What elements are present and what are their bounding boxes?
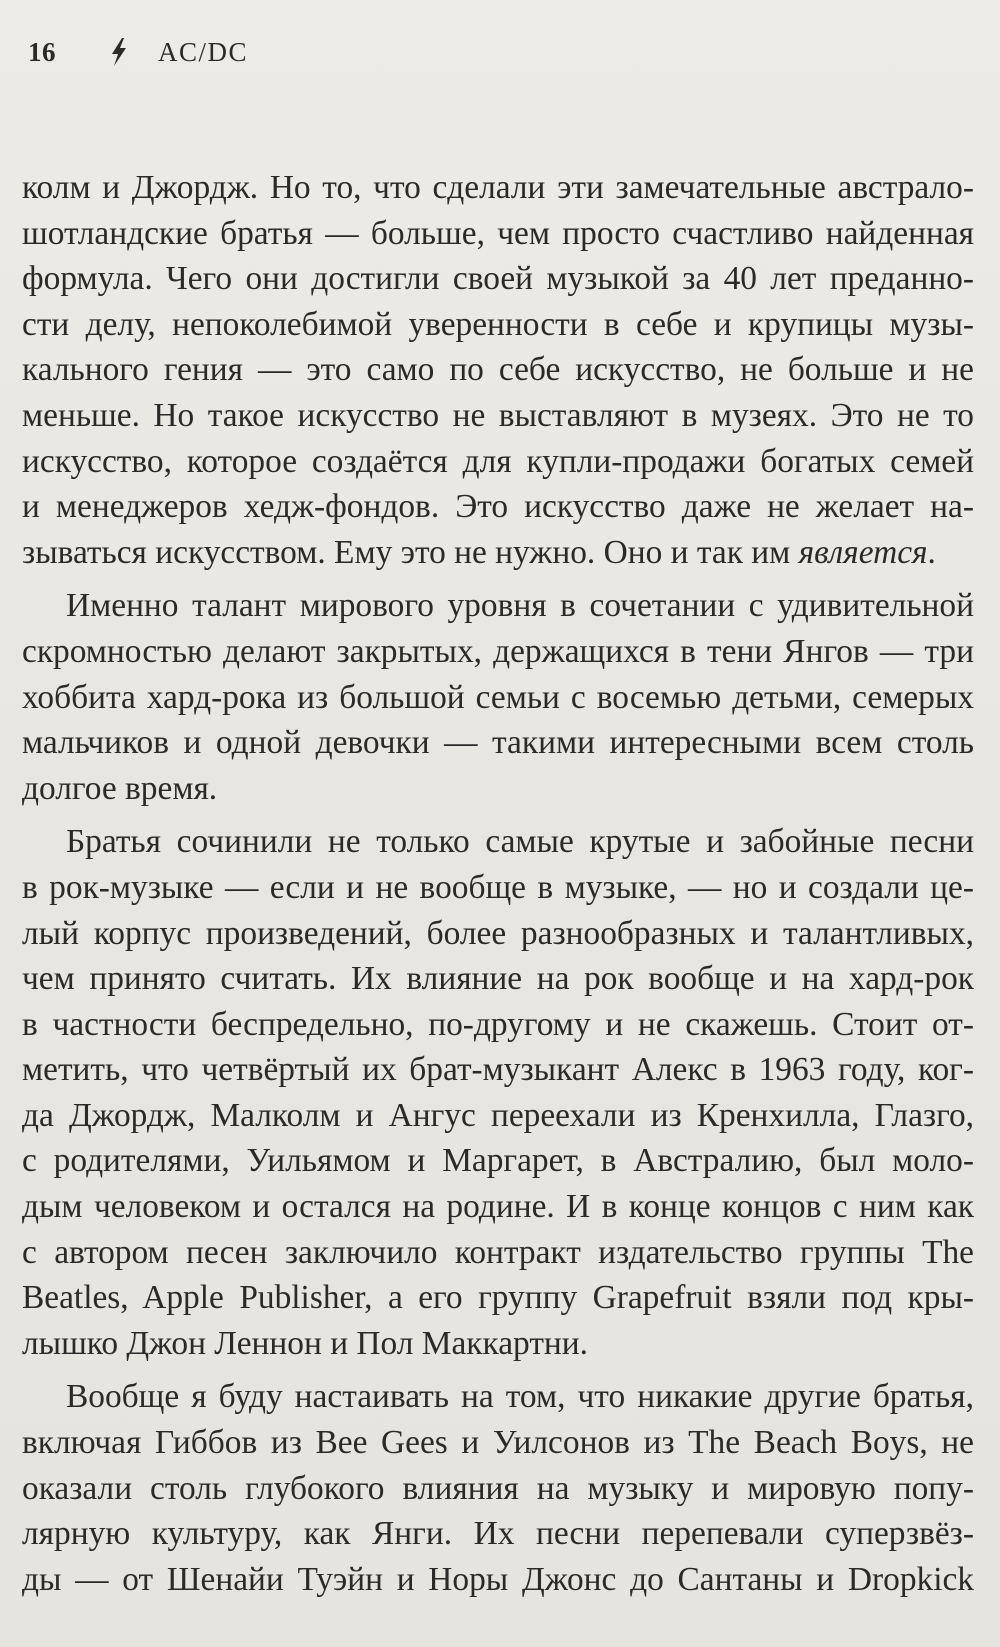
text-line: метить, что четвёртый их брат-музыкант Алекс в 1963 году, ког- [22,1051,974,1089]
text-line: лярную культуру, как Янги. Их песни перепевали суперзвёз- [22,1515,974,1553]
text-line: долгое время. [22,769,218,807]
text-segment: . [927,533,936,571]
lightning-bolt-icon [108,37,130,67]
text-line: чем принято считать. Их влияние на рок вообще и на хард-рок [22,960,974,998]
text-line: лышко Джон Леннон и Пол Маккартни. [22,1324,588,1362]
running-head [28,30,974,74]
text-line: с родителями, Уильямом и Маргарет, в Австралию, был моло- [22,1142,974,1180]
text-line: да Джордж, Малколм и Ангус переехали из Кренхилла, Глазго, [22,1096,974,1134]
text-line: формула. Чего они достигли своей музыкой за 40 лет преданно- [22,260,974,298]
text-line: Братья сочинили не только самые крутые и забойные песни [66,823,974,861]
text-line: меньше. Но такое искусство не выставляют в музеях. Это не то [22,396,974,434]
text-line: шотландские братья — больше, чем просто счастливо найденная [22,214,974,252]
body-text [22,165,974,1602]
text-line: Вообще я буду настаивать на том, что никакие другие братья, [66,1378,974,1416]
text-line: кального гения — это само по себе искусство, не больше и не [22,351,974,389]
paragraph-4 [22,1374,974,1602]
text-line: в частности беспредельно, по-другому и не скажешь. Стоит от- [22,1005,974,1043]
text-line: искусство, которое создаётся для купли-продажи богатых семей [22,442,974,480]
text-line [22,530,974,576]
text-line: сти делу, непоколебимой уверенности в себе и крупицы музы- [22,305,974,343]
text-line: в рок-музыке — если и не вообще в музыке, — но и создали це- [22,868,974,906]
text-line: колм и Джордж. Но то, что сделали эти замечательные австрало- [22,169,974,206]
book-title: AC/DC [158,36,249,67]
paragraph-3 [22,819,974,1366]
paragraph-1 [22,165,974,575]
text-line: с автором песен заключило контракт издательство группы The [22,1233,974,1271]
paragraph-2 [22,583,974,811]
text-line: скромностью делают закрытых, держащихся в тени Янгов — три [22,632,974,670]
text-line: включая Гиббов из Bee Gees и Уилсонов из The Beach Boys, не [22,1424,974,1462]
text-line: оказали столь глубокого влияния на музыку и мировую попу- [22,1469,974,1507]
page-number: 16 [28,36,56,67]
text-line: ды — от Шенайи Туэйн и Норы Джонс до Сантаны и Dropkick [22,1560,974,1598]
text-segment: зываться искусством. Ему это не нужно. Оно и так им [22,533,799,571]
text-line: хоббита хард-рока из большой семьи с восемью детьми, семерых [22,678,974,716]
text-line: дым человеком и остался на родине. И в конце концов с ним как [22,1188,974,1226]
text-line: Beatles, Apple Publisher, а его группу Grapefruit взяли под кры- [22,1279,974,1317]
text-line: мальчиков и одной девочки — такими интересными всем столь [22,724,974,762]
emphasis-word: является [798,533,928,571]
text-line: лый корпус произведений, более разнообразных и талантливых, [22,914,974,952]
text-line: Именно талант мирового уровня в сочетании с удивительной [66,587,974,625]
text-line: и менеджеров хедж-фондов. Это искусство даже не желает на- [22,488,974,526]
